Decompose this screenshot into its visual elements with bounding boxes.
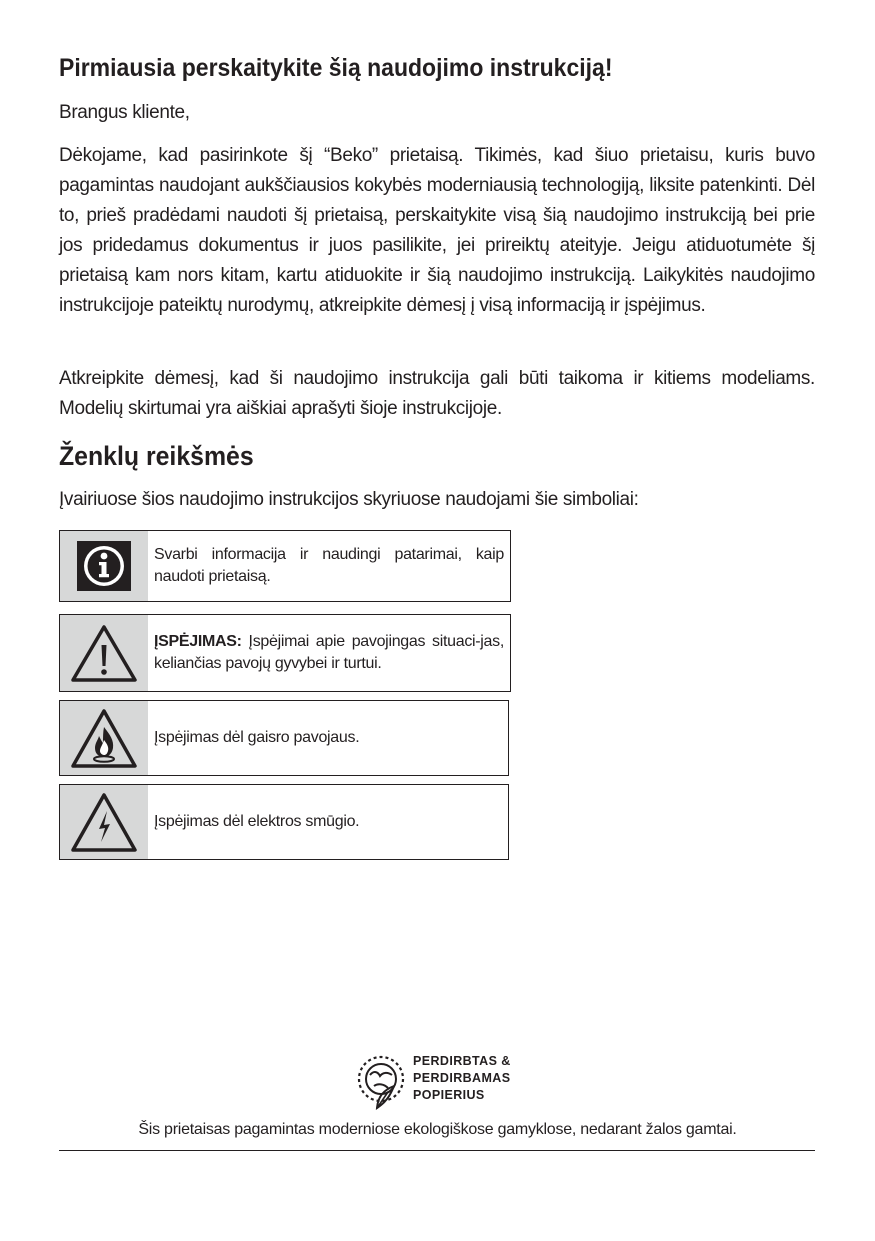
symbol-row-fire: [59, 700, 509, 776]
symbols-intro: Įvairiuose šios naudojimo instrukcijos skyriuose naudojami šie simboliai:: [59, 489, 639, 510]
warning-icon: [60, 615, 148, 691]
symbol-row-info: [59, 530, 511, 602]
symbol-info-text: Svarbi informacija ir naudingi patarimai, kaip naudoti prietaisą.: [154, 546, 504, 585]
intro-paragraph: Dėkojame, kad pasirinkote šį “Beko” prietaisą. Tikimės, kad šiuo prietaisu, kuris buvo pagamintas naudojant aukščiausios kokybės moderniausią technologiją, liksite patenkinti. Dėl to, prieš pradėdami naudoti šį prietaisą, perskaitykite visą šią naudojimo instrukciją bei prie jos pridedamus dokumentus ir juos pasilikite, jei prireiktų ateityje. Jeigu atiduotumėte šį prietaisą kam nors kitam, kartu atiduokite ir šią naudojimo instrukciją. Laikykitės naudojimo instrukcijoje pateiktų nurodymų, atkreipkite dėmesį į visą informaciją ir įspėjimus.: [59, 145, 815, 316]
fire-warning-icon: [60, 701, 148, 775]
symbol-fire-text: Įspėjimas dėl gaisro pavojaus.: [154, 729, 360, 746]
symbol-row-warning: [59, 614, 511, 692]
warning-label: ĮSPĖJIMAS:: [154, 633, 242, 650]
symbol-warning-text: Įspėjimai apie pavojingas situaci-jas, keliančias pavojų gyvybei ir turtui.: [154, 633, 504, 672]
footer-note: Šis prietaisas pagamintas moderniose ekologiškose gamyklose, nedarant žalos gamtai.: [138, 1121, 737, 1138]
note-paragraph: Atkreipkite dėmesį, kad ši naudojimo instrukcija gali būti taikoma ir kitiems modeliams. Modelių skirtumai yra aiškiai aprašyti šioje instrukcijoje.: [59, 368, 815, 419]
salutation: Brangus kliente,: [59, 102, 190, 123]
symbols-heading: Ženklų reikšmės: [59, 441, 254, 471]
info-icon: [60, 531, 148, 601]
symbol-row-electric: [59, 784, 509, 860]
recycled-paper-label: PERDIRBTAS & PERDIRBAMAS POPIERIUS: [413, 1054, 511, 1102]
electric-shock-icon: [60, 785, 148, 859]
symbol-electric-text: Įspėjimas dėl elektros smūgio.: [154, 813, 360, 830]
page-title: Pirmiausia perskaitykite šią naudojimo instrukciją!: [59, 54, 613, 82]
footer-divider: [59, 1150, 815, 1151]
